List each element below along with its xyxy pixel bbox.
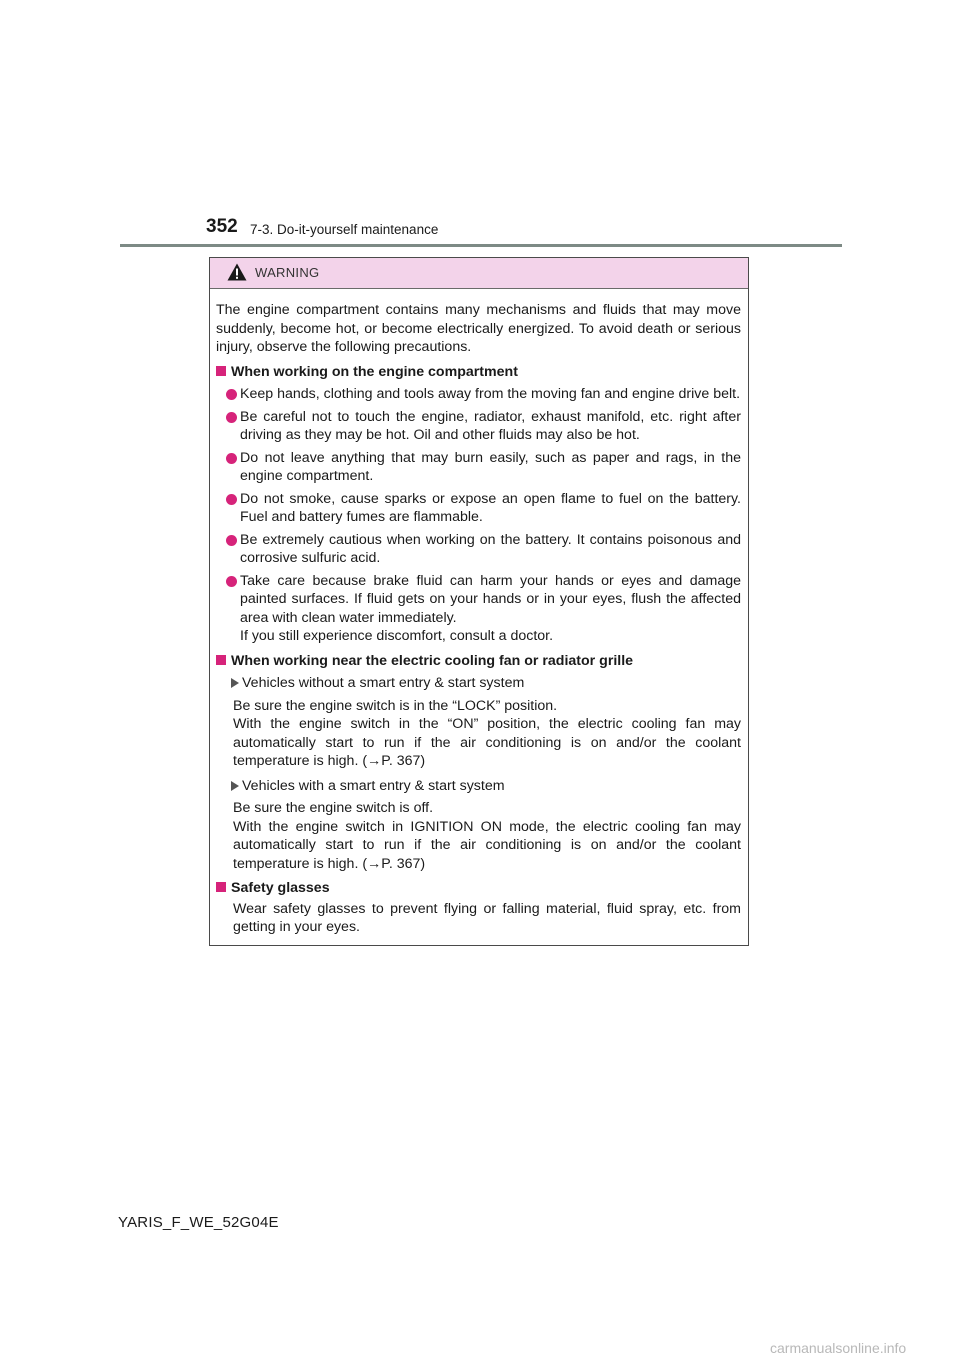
warning-triangle-icon [227, 263, 247, 281]
paragraph: Wear safety glasses to prevent flying or falling material, fluid spray, etc. from getting in your eyes. [233, 900, 741, 935]
list-item: Keep hands, clothing and tools away from the moving fan and engine drive belt. [216, 385, 741, 404]
round-bullet-icon [226, 389, 237, 400]
list-item: Do not leave anything that may burn easily, such as paper and rags, in the engine compartment. [216, 449, 741, 486]
warning-box [209, 257, 749, 946]
sub-heading-with-smart-entry: Vehicles with a smart entry & start system [216, 777, 741, 796]
square-bullet-icon [216, 655, 226, 665]
sub-heading-without-smart-entry: Vehicles without a smart entry & start system [216, 674, 741, 693]
triangle-bullet-icon [231, 781, 239, 791]
square-bullet-icon [216, 366, 226, 376]
round-bullet-icon [226, 535, 237, 546]
bullet-extra-text: If you still experience discomfort, consult a doctor. [240, 628, 554, 644]
warning-title: WARNING [255, 265, 320, 280]
document-id: YARIS_F_WE_52G04E [118, 1214, 279, 1231]
warning-body [210, 289, 748, 937]
watermark: carmanualsonline.info [770, 1340, 907, 1356]
warning-header [210, 258, 748, 289]
header-rule [120, 244, 842, 247]
paragraph: Be sure the engine switch is off. With the engine switch in IGNITION ON mode, the electric cooling fan may automatically start to run if the air conditioning is on and/or the coolant temperature is high. (→P. 367) [233, 800, 741, 872]
list-item: Do not smoke, cause sparks or expose an open flame to fuel on the battery. Fuel and battery fumes are flammable. [216, 490, 741, 527]
paragraph: Be sure the engine switch is in the “LOCK” position. With the engine switch in the “ON” position, the electric cooling fan may automatically start to run if the air conditioning is on and/or the coolant temperature is high. (→P. 367) [233, 697, 741, 769]
list-item: Be careful not to touch the engine, radiator, exhaust manifold, etc. right after driving as they may be hot. Oil and other fluids may also be hot. [216, 408, 741, 445]
round-bullet-icon [226, 412, 237, 423]
triangle-bullet-icon [231, 678, 239, 688]
round-bullet-icon [226, 576, 237, 587]
round-bullet-icon [226, 494, 237, 505]
section-heading-cooling-fan: When working near the electric cooling fan or radiator grille [216, 652, 741, 671]
list-item: Take care because brake fluid can harm your hands or eyes and damage painted surfaces. If fluid gets on your hands or in your eyes, flush the affected area with clean water immediately. If you still experience discomfort, consult a doctor. [216, 572, 741, 646]
section-title: 7-3. Do-it-yourself maintenance [250, 222, 439, 237]
square-bullet-icon [216, 882, 226, 892]
warning-intro: The engine compartment contains many mechanisms and fluids that may move suddenly, become hot, or become electrically energized. To avoid death or serious injury, observe the following precautions. [216, 302, 741, 355]
round-bullet-icon [226, 453, 237, 464]
list-item: Be extremely cautious when working on the battery. It contains poisonous and corrosive sulfuric acid. [216, 531, 741, 568]
page-number: 352 [206, 216, 238, 237]
section-heading-engine-compartment: When working on the engine compartment [216, 363, 741, 382]
section-heading-safety-glasses: Safety glasses [216, 879, 741, 898]
